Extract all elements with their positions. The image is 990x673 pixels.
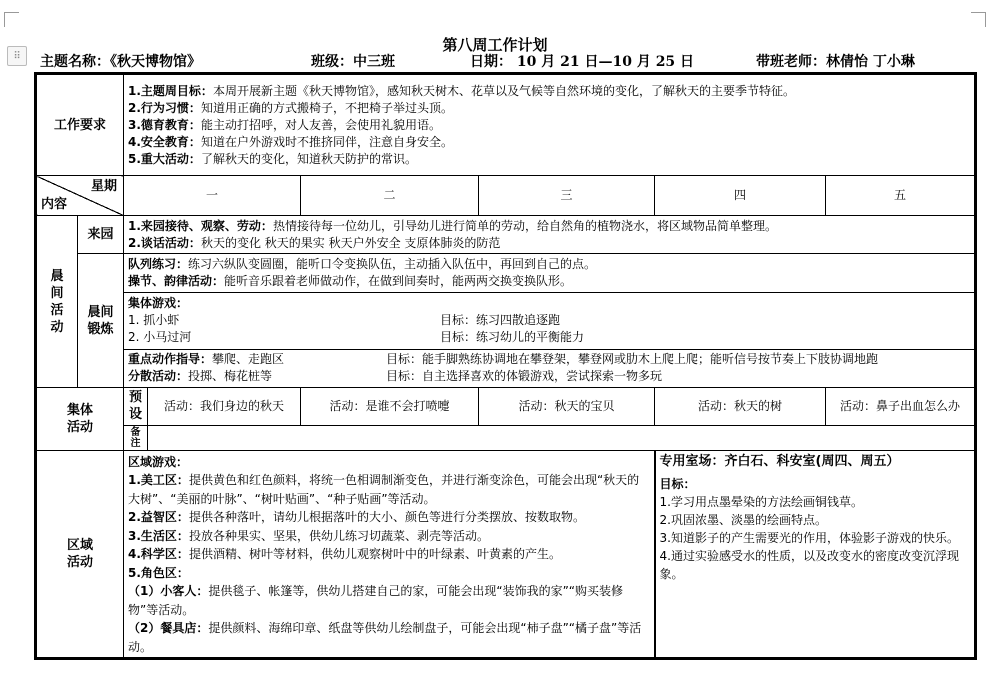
day-tuesday: 二 <box>301 176 479 216</box>
area-item: （1）小客人：提供毯子、帐篷等，供幼儿搭建自己的家，可能会出现“装饰我的家”“购买装修物”等活动。 <box>128 584 624 617</box>
requirement-item: 5.重大活动：了解秋天的变化，知道秋天防护的常识。 <box>128 151 417 166</box>
note-content <box>148 425 976 450</box>
arrival-content: 1.来园接待、观察、劳动：热情接待每一位幼儿，引导幼儿进行简单的劳动，给自然角的植物浇水，将区域物品简单整理。 2.谈话活动：秋天的变化 秋天的果实 秋天户外安全 支原体肺炎的防范 <box>124 216 976 254</box>
area-activity-row <box>36 450 976 658</box>
requirement-item: 3.德育教育：能主动打招呼，对人友善，会使用礼貌用语。 <box>128 117 441 132</box>
teachers: 带班老师：林倩怡 丁小琳 <box>756 54 915 70</box>
area-item: （2）餐具店：提供颜料、海绵印章、纸盘等供幼儿绘制盘子，可能会出现“柿子盘”“橘子盘”等活动。 <box>128 621 642 654</box>
area-item: 3.生活区：投放各种果实、坚果，供幼儿练习切蔬菜、剥壳等活动。 <box>128 528 489 543</box>
page-corner-mark-left <box>4 12 19 27</box>
arrival-row <box>36 216 976 254</box>
area-item: 2.益智区：提供各种落叶，请幼儿根据落叶的大小、颜色等进行分类摆放、按数取物。 <box>128 510 585 525</box>
game-item: 2. 小马过河 目标：练习幼儿的平衡能力 <box>128 329 585 344</box>
special-room-content: 专用室场：齐白石、科安室(周四、周五） 目标： 1.学习用点墨晕染的方法绘画铜钱草。 2.巩固浓墨、淡墨的绘画特点。 3.知道影子的产生需要光的作用，体验影子游戏的快乐。 4.通过实验感受水的性质，以及改变水的密度改变沉浮现象。 <box>655 450 976 658</box>
corner-label-weekday: 星期 <box>91 179 118 195</box>
page-corner-mark-right <box>971 12 986 27</box>
day-thursday: 四 <box>655 176 826 216</box>
queue-rhythm-content: 队列练习：练习六纵队变圆圈，能听口令变换队伍，主动插入队伍中，再回到自己的点。 操节、韵律活动：能听音乐跟着老师做动作，在做到间奏时，能两两交换变换队形。 <box>124 254 976 292</box>
activity-tuesday: 活动：是谁不会打喷嚏 <box>301 387 479 425</box>
group-games-content: 集体游戏： 1. 抓小虾 目标：练习四散追逐跑 2. 小马过河 目标：练习幼儿的平衡能力 <box>124 292 976 349</box>
arrival-label: 来园 <box>78 216 124 254</box>
area-item: 4.科学区：提供酒精、树叶等材料，供幼儿观察树叶中的叶绿素、叶黄素的产生。 <box>128 547 561 562</box>
special-goal-item: 3.知道影子的产生需要光的作用，体验影子游戏的快乐。 <box>659 530 959 545</box>
work-requirements-label: 工作要求 <box>36 74 124 176</box>
day-monday: 一 <box>124 176 301 216</box>
note-label: 备注 <box>124 425 148 450</box>
special-goal-item: 1.学习用点墨晕染的方法绘画铜钱草。 <box>659 494 863 509</box>
activity-thursday: 活动：秋天的树 <box>655 387 826 425</box>
area-item: 1.美工区：提供黄色和红色颜料，将统一色相调制渐变色，并进行渐变涂色，可能会出现“秋天的大树”、“美丽的叶脉”、“树叶贴画”、“种子贴画”等活动。 <box>128 473 640 506</box>
requirement-item: 4.安全教育：知道在户外游戏时不推挤同伴，注意自身安全。 <box>128 134 453 149</box>
game-item: 1. 抓小虾 目标：练习四散追逐跑 <box>128 312 561 327</box>
special-goal-item: 2.巩固浓墨、淡墨的绘画特点。 <box>659 512 827 527</box>
group-activity-label: 集体活动 <box>36 387 124 450</box>
weekday-corner-cell <box>36 176 124 216</box>
weekly-plan-table <box>34 72 977 660</box>
key-action-content: 重点动作指导：攀爬、走跑区 目标：能手脚熟练协调地在攀登架，攀登网或肋木上爬上爬；能听信号按节奏上下肢协调地跑 分散活动：投掷、梅花桩等 目标：自主选择喜欢的体锻游戏，尝试探索一物多玩 <box>124 349 976 387</box>
date-range: 日期： 10 月 21 日—10 月 25 日 <box>470 54 695 70</box>
theme-name: 主题名称：《秋天博物馆》 <box>40 54 201 70</box>
group-activity-preset-row <box>36 387 976 425</box>
weekday-header-row <box>36 176 976 216</box>
activity-friday: 活动：鼻子出血怎么办 <box>826 387 976 425</box>
preset-label: 预设 <box>124 387 148 425</box>
area-games-content: 区域游戏： 1.美工区：提供黄色和红色颜料，将统一色相调制渐变色，并进行渐变涂色，可能会出现“秋天的大树”、“美丽的叶脉”、“树叶贴画”、“种子贴画”等活动。 2.益智区：提供各种落叶，请幼儿根据落叶的大小、颜色等进行分类摆放、按数取物。 3.生活区：投放各种果实、坚果，供幼儿练习切蔬菜、剥壳等活动。 4.科学区：提供酒精、树叶等材料，供幼儿观察树叶中的叶绿素、叶黄素的产生。 5.角色区： （1）小客人：提供毯子、帐篷等，供幼儿搭建自己的家，可能会出现“装饰我的家”“购买装修物”等活动。 （2）餐具店：提供颜料、海绵印章、纸盘等供幼儿绘制盘子，可能会出现“柿子盘”“橘子盘”等活动。 <box>124 450 655 658</box>
work-requirements-row <box>36 74 976 176</box>
page-title: 第八周工作计划 <box>442 36 548 54</box>
morning-exercise-label: 晨间锻炼 <box>78 254 124 387</box>
activity-monday: 活动：我们身边的秋天 <box>148 387 301 425</box>
day-wednesday: 三 <box>479 176 655 216</box>
morning-activity-label: 晨间活动 <box>36 216 78 387</box>
day-friday: 五 <box>826 176 976 216</box>
area-activity-label: 区域活动 <box>36 450 124 658</box>
area-item: 5.角色区： <box>128 565 189 580</box>
special-goal-item: 4.通过实验感受水的性质，以及改变水的密度改变沉浮现象。 <box>659 548 959 581</box>
group-activity-note-row <box>36 425 976 450</box>
work-requirements-content <box>124 74 976 176</box>
key-action-row <box>36 349 976 387</box>
class-name: 班级：中三班 <box>311 54 395 70</box>
requirement-item: 1.主题周目标：本周开展新主题《秋天博物馆》，感知秋天树木、花草以及气候等自然环境的变化，了解秋天的主要季节特征。 <box>128 83 795 98</box>
requirement-item: 2.行为习惯：知道用正确的方式搬椅子，不把椅子举过头顶。 <box>128 100 453 115</box>
group-games-row <box>36 292 976 349</box>
corner-label-content: 内容 <box>41 197 68 213</box>
exercise-queue-row <box>36 254 976 292</box>
table-move-handle-icon[interactable]: ⠿ <box>7 46 27 66</box>
activity-wednesday: 活动：秋天的宝贝 <box>479 387 655 425</box>
